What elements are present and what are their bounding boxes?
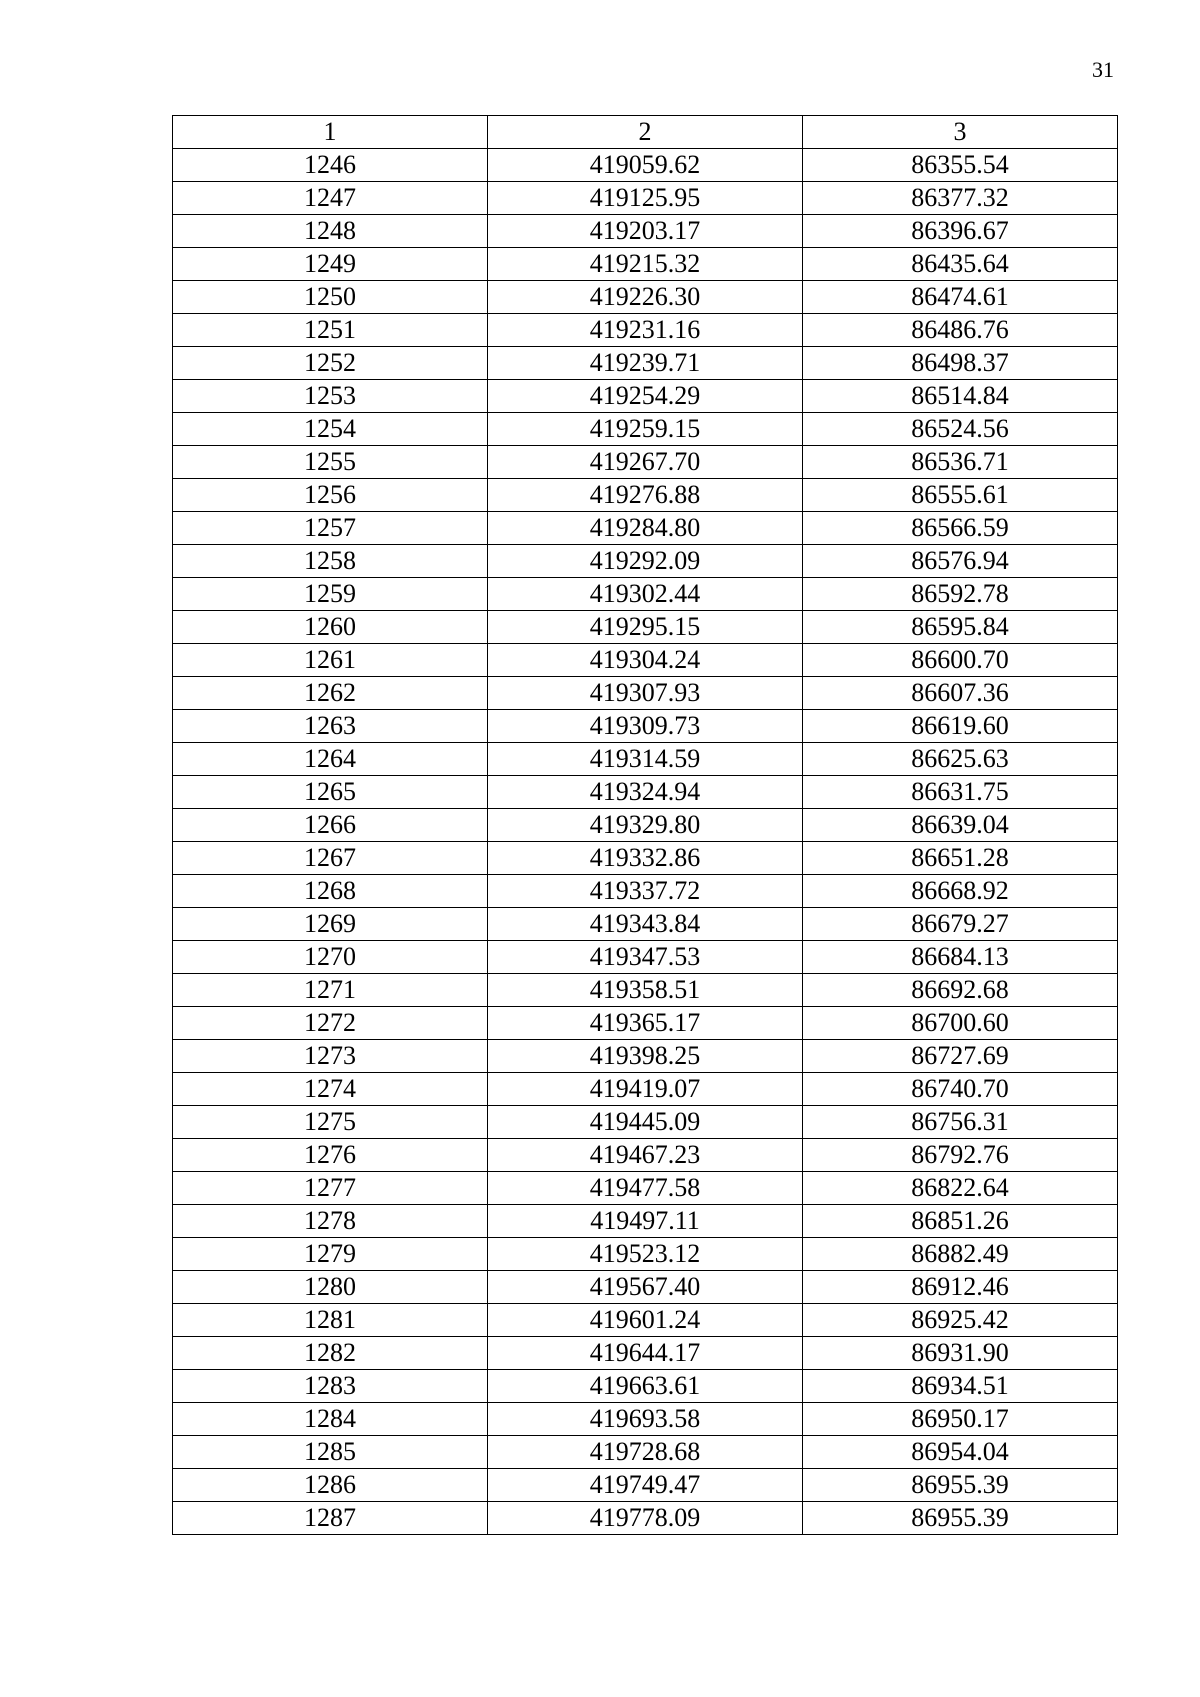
table-cell: 86954.04 (803, 1436, 1118, 1469)
table-row (173, 908, 1118, 941)
table-row (173, 1304, 1118, 1337)
table-row (173, 842, 1118, 875)
table-cell: 86486.76 (803, 314, 1118, 347)
table-cell: 86377.32 (803, 182, 1118, 215)
table-cell: 1249 (173, 248, 488, 281)
table-cell: 86727.69 (803, 1040, 1118, 1073)
table-row (173, 1436, 1118, 1469)
table-cell: 86668.92 (803, 875, 1118, 908)
column-header: 1 (173, 116, 488, 149)
table-cell: 419778.09 (488, 1502, 803, 1535)
table-body (173, 149, 1118, 1535)
table-cell: 419259.15 (488, 413, 803, 446)
table-row (173, 1271, 1118, 1304)
table-row (173, 677, 1118, 710)
table-cell: 1264 (173, 743, 488, 776)
page-number: 31 (1092, 57, 1114, 82)
table-cell: 1252 (173, 347, 488, 380)
table-row (173, 1172, 1118, 1205)
table-row (173, 1238, 1118, 1271)
table-cell: 86576.94 (803, 545, 1118, 578)
table-cell: 86555.61 (803, 479, 1118, 512)
table-cell: 419467.23 (488, 1139, 803, 1172)
table-row (173, 479, 1118, 512)
table-cell: 419239.71 (488, 347, 803, 380)
table-cell: 1256 (173, 479, 488, 512)
table-cell: 1266 (173, 809, 488, 842)
table-cell: 419728.68 (488, 1436, 803, 1469)
table-cell: 419398.25 (488, 1040, 803, 1073)
table-cell: 419226.30 (488, 281, 803, 314)
table-row (173, 314, 1118, 347)
table-cell: 419215.32 (488, 248, 803, 281)
table-row (173, 446, 1118, 479)
table-cell: 1283 (173, 1370, 488, 1403)
table-row (173, 182, 1118, 215)
table-cell: 1284 (173, 1403, 488, 1436)
table-cell: 86607.36 (803, 677, 1118, 710)
table-cell: 419477.58 (488, 1172, 803, 1205)
table-row (173, 1106, 1118, 1139)
table-cell: 1246 (173, 149, 488, 182)
table-cell: 1277 (173, 1172, 488, 1205)
table-row (173, 776, 1118, 809)
table-row (173, 1469, 1118, 1502)
table-cell: 1247 (173, 182, 488, 215)
table-cell: 419231.16 (488, 314, 803, 347)
table-row (173, 1403, 1118, 1436)
table-cell: 419497.11 (488, 1205, 803, 1238)
table-row (173, 413, 1118, 446)
table-cell: 419523.12 (488, 1238, 803, 1271)
table-row (173, 1040, 1118, 1073)
table-cell: 1262 (173, 677, 488, 710)
table-row (173, 974, 1118, 1007)
table-cell: 419601.24 (488, 1304, 803, 1337)
table-row (173, 644, 1118, 677)
table-cell: 419337.72 (488, 875, 803, 908)
table-cell: 419304.24 (488, 644, 803, 677)
table-cell: 1275 (173, 1106, 488, 1139)
table-cell: 419324.94 (488, 776, 803, 809)
table-row (173, 611, 1118, 644)
table-cell: 419749.47 (488, 1469, 803, 1502)
table-cell: 86882.49 (803, 1238, 1118, 1271)
table-row (173, 149, 1118, 182)
table-cell: 86595.84 (803, 611, 1118, 644)
coordinates-table (172, 115, 1118, 1535)
table-cell: 1271 (173, 974, 488, 1007)
table-cell: 419309.73 (488, 710, 803, 743)
table-cell: 86934.51 (803, 1370, 1118, 1403)
table-cell: 419644.17 (488, 1337, 803, 1370)
table-cell: 419663.61 (488, 1370, 803, 1403)
table-cell: 1282 (173, 1337, 488, 1370)
table-cell: 419332.86 (488, 842, 803, 875)
table-cell: 1274 (173, 1073, 488, 1106)
table-cell: 1280 (173, 1271, 488, 1304)
table-cell: 86631.75 (803, 776, 1118, 809)
table-cell: 86912.46 (803, 1271, 1118, 1304)
table-row (173, 1205, 1118, 1238)
table-cell: 419267.70 (488, 446, 803, 479)
table-cell: 1278 (173, 1205, 488, 1238)
table-cell: 86740.70 (803, 1073, 1118, 1106)
table-cell: 86851.26 (803, 1205, 1118, 1238)
table-cell: 86955.39 (803, 1502, 1118, 1535)
table-cell: 419358.51 (488, 974, 803, 1007)
table-cell: 1272 (173, 1007, 488, 1040)
table-cell: 1267 (173, 842, 488, 875)
table-cell: 419329.80 (488, 809, 803, 842)
table-cell: 86955.39 (803, 1469, 1118, 1502)
table-cell: 1281 (173, 1304, 488, 1337)
table-row (173, 578, 1118, 611)
table-header-row (173, 116, 1118, 149)
table-cell: 86536.71 (803, 446, 1118, 479)
table-cell: 1251 (173, 314, 488, 347)
table-cell: 1259 (173, 578, 488, 611)
table-cell: 419347.53 (488, 941, 803, 974)
column-header: 3 (803, 116, 1118, 149)
table-cell: 419254.29 (488, 380, 803, 413)
table-cell: 86700.60 (803, 1007, 1118, 1040)
table-cell: 419445.09 (488, 1106, 803, 1139)
table-cell: 86651.28 (803, 842, 1118, 875)
table-cell: 1263 (173, 710, 488, 743)
table-cell: 86625.63 (803, 743, 1118, 776)
table-cell: 1260 (173, 611, 488, 644)
table-cell: 86355.54 (803, 149, 1118, 182)
table-row (173, 941, 1118, 974)
table-cell: 86435.64 (803, 248, 1118, 281)
table-cell: 419365.17 (488, 1007, 803, 1040)
table-cell: 419314.59 (488, 743, 803, 776)
table-cell: 1276 (173, 1139, 488, 1172)
table-row (173, 743, 1118, 776)
table-cell: 1253 (173, 380, 488, 413)
table-row (173, 1007, 1118, 1040)
table-row (173, 512, 1118, 545)
table-row (173, 875, 1118, 908)
table-cell: 86792.76 (803, 1139, 1118, 1172)
table-cell: 419203.17 (488, 215, 803, 248)
table-cell: 1248 (173, 215, 488, 248)
table-cell: 86524.56 (803, 413, 1118, 446)
table-row (173, 710, 1118, 743)
table-cell: 1254 (173, 413, 488, 446)
table-cell: 86925.42 (803, 1304, 1118, 1337)
table-cell: 419419.07 (488, 1073, 803, 1106)
table-row (173, 281, 1118, 314)
table-cell: 1269 (173, 908, 488, 941)
table-cell: 86756.31 (803, 1106, 1118, 1139)
table-cell: 1261 (173, 644, 488, 677)
table-cell: 86600.70 (803, 644, 1118, 677)
table-row (173, 380, 1118, 413)
table-cell: 419284.80 (488, 512, 803, 545)
table-cell: 1270 (173, 941, 488, 974)
table-cell: 86619.60 (803, 710, 1118, 743)
table-row (173, 1370, 1118, 1403)
table-cell: 419292.09 (488, 545, 803, 578)
table-cell: 419295.15 (488, 611, 803, 644)
table-cell: 86639.04 (803, 809, 1118, 842)
table-cell: 419693.58 (488, 1403, 803, 1436)
table-cell: 86498.37 (803, 347, 1118, 380)
table-row (173, 1073, 1118, 1106)
table-row (173, 248, 1118, 281)
table-cell: 1257 (173, 512, 488, 545)
table-cell: 419276.88 (488, 479, 803, 512)
table-cell: 1265 (173, 776, 488, 809)
column-header: 2 (488, 116, 803, 149)
table-cell: 419302.44 (488, 578, 803, 611)
table-cell: 86566.59 (803, 512, 1118, 545)
table-cell: 86931.90 (803, 1337, 1118, 1370)
table-cell: 419343.84 (488, 908, 803, 941)
table-row (173, 545, 1118, 578)
table-cell: 1268 (173, 875, 488, 908)
table-cell: 1285 (173, 1436, 488, 1469)
table-cell: 1250 (173, 281, 488, 314)
table-cell: 1273 (173, 1040, 488, 1073)
table-row (173, 1139, 1118, 1172)
table-cell: 86692.68 (803, 974, 1118, 1007)
table-cell: 86396.67 (803, 215, 1118, 248)
table-row (173, 809, 1118, 842)
table-cell: 419307.93 (488, 677, 803, 710)
table-row (173, 1337, 1118, 1370)
table-cell: 1255 (173, 446, 488, 479)
table-cell: 1258 (173, 545, 488, 578)
table-cell: 86474.61 (803, 281, 1118, 314)
table-row (173, 347, 1118, 380)
table-cell: 419059.62 (488, 149, 803, 182)
table-cell: 86592.78 (803, 578, 1118, 611)
table-cell: 419125.95 (488, 182, 803, 215)
table-row (173, 1502, 1118, 1535)
table-cell: 1279 (173, 1238, 488, 1271)
table-cell: 419567.40 (488, 1271, 803, 1304)
table-cell: 86950.17 (803, 1403, 1118, 1436)
table-cell: 86514.84 (803, 380, 1118, 413)
table-cell: 1287 (173, 1502, 488, 1535)
table-cell: 86684.13 (803, 941, 1118, 974)
table-row (173, 215, 1118, 248)
table-cell: 86679.27 (803, 908, 1118, 941)
table-cell: 1286 (173, 1469, 488, 1502)
table-cell: 86822.64 (803, 1172, 1118, 1205)
